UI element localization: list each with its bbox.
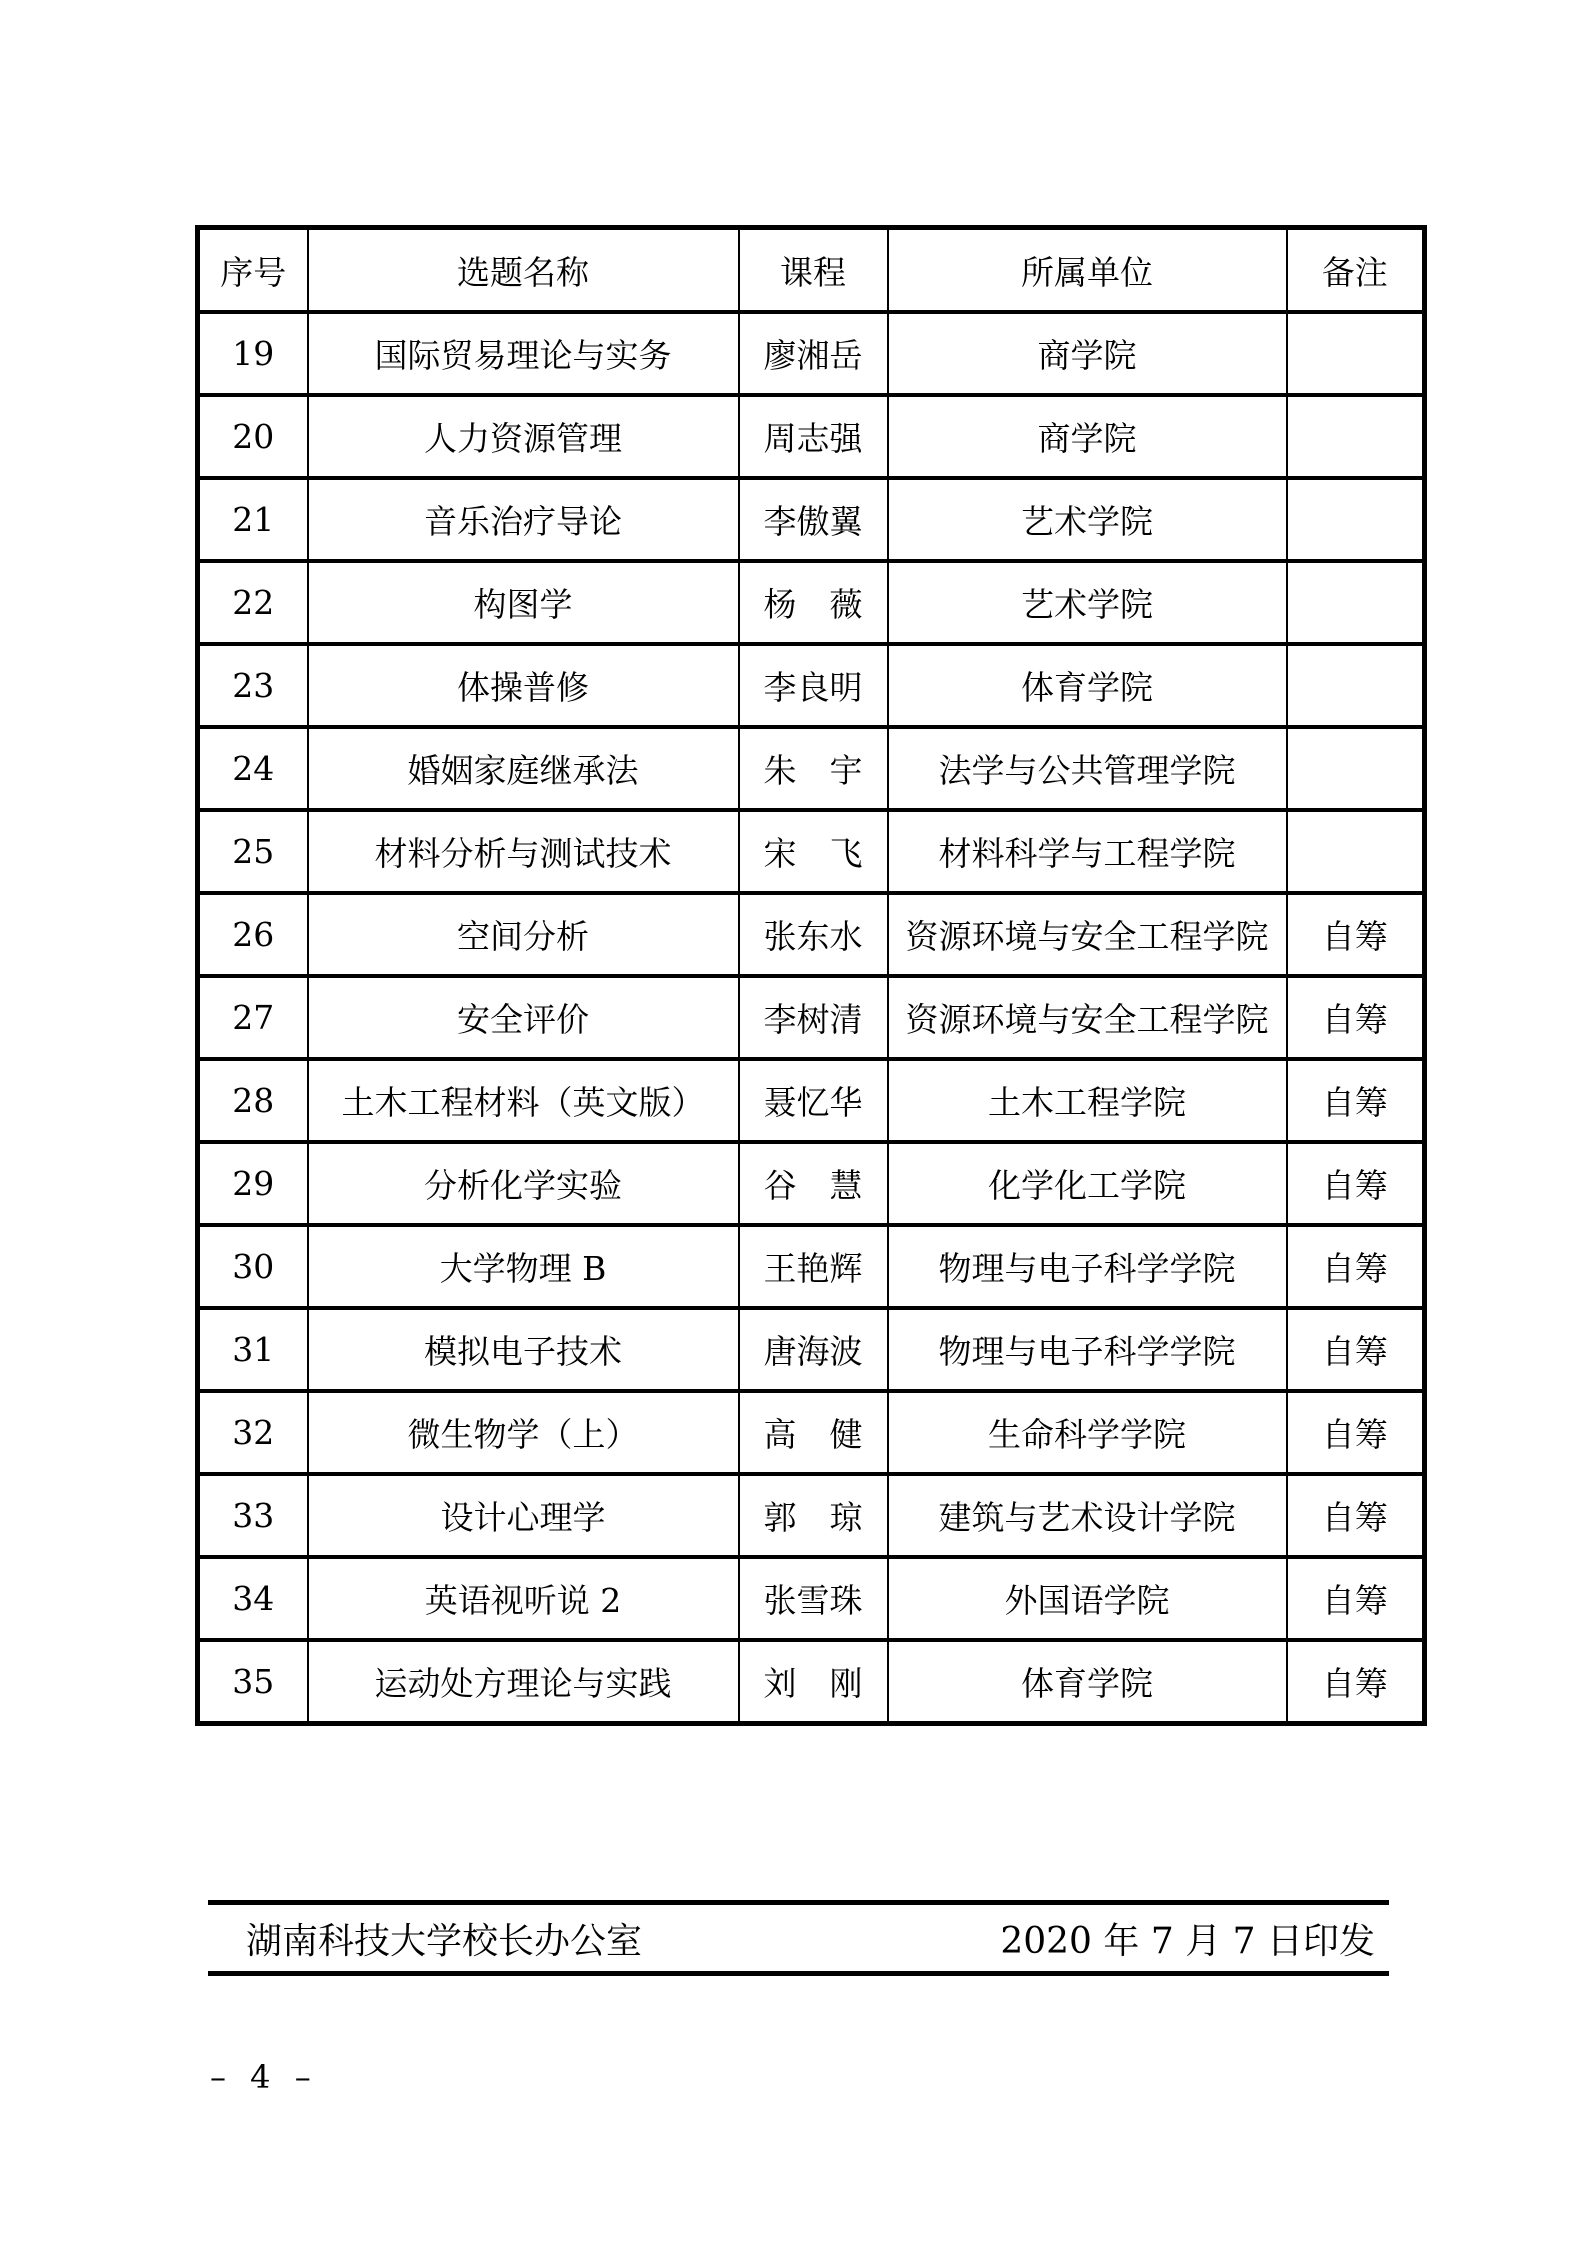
cell-course: 宋 飞 [739, 810, 888, 893]
cell-index: 23 [198, 644, 308, 727]
cell-unit: 体育学院 [888, 1640, 1287, 1724]
cell-note: 自筹 [1287, 1059, 1425, 1142]
cell-note: 自筹 [1287, 1391, 1425, 1474]
cell-topic: 材料分析与测试技术 [308, 810, 739, 893]
cell-topic: 运动处方理论与实践 [308, 1640, 739, 1724]
cell-course: 廖湘岳 [739, 312, 888, 395]
cell-note: 自筹 [1287, 976, 1425, 1059]
table-row [198, 1557, 1425, 1640]
cell-unit: 土木工程学院 [888, 1059, 1287, 1142]
cell-unit: 外国语学院 [888, 1557, 1287, 1640]
cell-unit: 商学院 [888, 395, 1287, 478]
col-header-note: 备注 [1287, 228, 1425, 313]
cell-unit: 艺术学院 [888, 478, 1287, 561]
col-header-course: 课程 [739, 228, 888, 313]
cell-index: 25 [198, 810, 308, 893]
table-row [198, 395, 1425, 478]
col-header-unit: 所属单位 [888, 228, 1287, 313]
cell-course: 周志强 [739, 395, 888, 478]
cell-note: 自筹 [1287, 893, 1425, 976]
footer-office: 湖南科技大学校长办公室 [246, 1920, 643, 1962]
cell-note: 自筹 [1287, 1308, 1425, 1391]
cell-topic: 音乐治疗导论 [308, 478, 739, 561]
cell-index: 27 [198, 976, 308, 1059]
cell-unit: 物理与电子科学学院 [888, 1225, 1287, 1308]
table-header-row [198, 228, 1425, 313]
cell-course: 张雪珠 [739, 1557, 888, 1640]
cell-unit: 资源环境与安全工程学院 [888, 893, 1287, 976]
table-row [198, 893, 1425, 976]
cell-course: 张东水 [739, 893, 888, 976]
cell-index: 28 [198, 1059, 308, 1142]
col-header-topic: 选题名称 [308, 228, 739, 313]
cell-unit: 生命科学学院 [888, 1391, 1287, 1474]
cell-topic: 婚姻家庭继承法 [308, 727, 739, 810]
cell-course: 杨 薇 [739, 561, 888, 644]
table-row [198, 727, 1425, 810]
cell-topic: 安全评价 [308, 976, 739, 1059]
cell-note: 自筹 [1287, 1474, 1425, 1557]
cell-index: 35 [198, 1640, 308, 1724]
cell-unit: 商学院 [888, 312, 1287, 395]
table-row [198, 1059, 1425, 1142]
cell-topic: 空间分析 [308, 893, 739, 976]
col-header-index: 序号 [198, 228, 308, 313]
table-row [198, 1391, 1425, 1474]
cell-note [1287, 561, 1425, 644]
cell-note [1287, 478, 1425, 561]
table-row [198, 976, 1425, 1059]
cell-course: 李良明 [739, 644, 888, 727]
cell-index: 21 [198, 478, 308, 561]
table-row [198, 810, 1425, 893]
cell-index: 19 [198, 312, 308, 395]
cell-note: 自筹 [1287, 1225, 1425, 1308]
cell-note [1287, 727, 1425, 810]
cell-topic: 国际贸易理论与实务 [308, 312, 739, 395]
cell-index: 20 [198, 395, 308, 478]
cell-topic: 模拟电子技术 [308, 1308, 739, 1391]
cell-index: 24 [198, 727, 308, 810]
cell-index: 34 [198, 1557, 308, 1640]
cell-course: 谷 慧 [739, 1142, 888, 1225]
cell-topic: 设计心理学 [308, 1474, 739, 1557]
cell-unit: 艺术学院 [888, 561, 1287, 644]
cell-note: 自筹 [1287, 1640, 1425, 1724]
cell-topic: 土木工程材料（英文版） [308, 1059, 739, 1142]
cell-topic: 英语视听说 2 [308, 1557, 739, 1640]
table-row [198, 561, 1425, 644]
table-row [198, 478, 1425, 561]
footer-date: 2020 年 7 月 7 日印发 [1000, 1920, 1375, 1962]
cell-note [1287, 810, 1425, 893]
cell-course: 郭 琼 [739, 1474, 888, 1557]
cell-topic: 人力资源管理 [308, 395, 739, 478]
cell-unit: 建筑与艺术设计学院 [888, 1474, 1287, 1557]
table-row [198, 1142, 1425, 1225]
table-row [198, 1640, 1425, 1724]
cell-course: 王艳辉 [739, 1225, 888, 1308]
topics-table [195, 225, 1427, 1726]
footer-bar [208, 1900, 1389, 1976]
table-row [198, 1225, 1425, 1308]
cell-course: 李树清 [739, 976, 888, 1059]
cell-index: 26 [198, 893, 308, 976]
cell-unit: 体育学院 [888, 644, 1287, 727]
cell-index: 33 [198, 1474, 308, 1557]
cell-note: 自筹 [1287, 1142, 1425, 1225]
cell-course: 刘 刚 [739, 1640, 888, 1724]
cell-index: 22 [198, 561, 308, 644]
cell-unit: 物理与电子科学学院 [888, 1308, 1287, 1391]
cell-note [1287, 395, 1425, 478]
cell-unit: 化学化工学院 [888, 1142, 1287, 1225]
cell-index: 30 [198, 1225, 308, 1308]
cell-unit: 资源环境与安全工程学院 [888, 976, 1287, 1059]
cell-unit: 材料科学与工程学院 [888, 810, 1287, 893]
table-row [198, 312, 1425, 395]
table-row [198, 644, 1425, 727]
cell-course: 李傲翼 [739, 478, 888, 561]
cell-topic: 分析化学实验 [308, 1142, 739, 1225]
cell-course: 高 健 [739, 1391, 888, 1474]
cell-unit: 法学与公共管理学院 [888, 727, 1287, 810]
cell-index: 32 [198, 1391, 308, 1474]
table-body [198, 312, 1425, 1724]
cell-course: 聂忆华 [739, 1059, 888, 1142]
cell-course: 朱 宇 [739, 727, 888, 810]
cell-note: 自筹 [1287, 1557, 1425, 1640]
cell-topic: 微生物学（上） [308, 1391, 739, 1474]
cell-topic: 构图学 [308, 561, 739, 644]
cell-course: 唐海波 [739, 1308, 888, 1391]
cell-index: 29 [198, 1142, 308, 1225]
table-row [198, 1474, 1425, 1557]
page-number: – 4 – [210, 2058, 318, 2096]
cell-topic: 体操普修 [308, 644, 739, 727]
cell-note [1287, 312, 1425, 395]
table-row [198, 1308, 1425, 1391]
cell-note [1287, 644, 1425, 727]
cell-index: 31 [198, 1308, 308, 1391]
cell-topic: 大学物理 B [308, 1225, 739, 1308]
